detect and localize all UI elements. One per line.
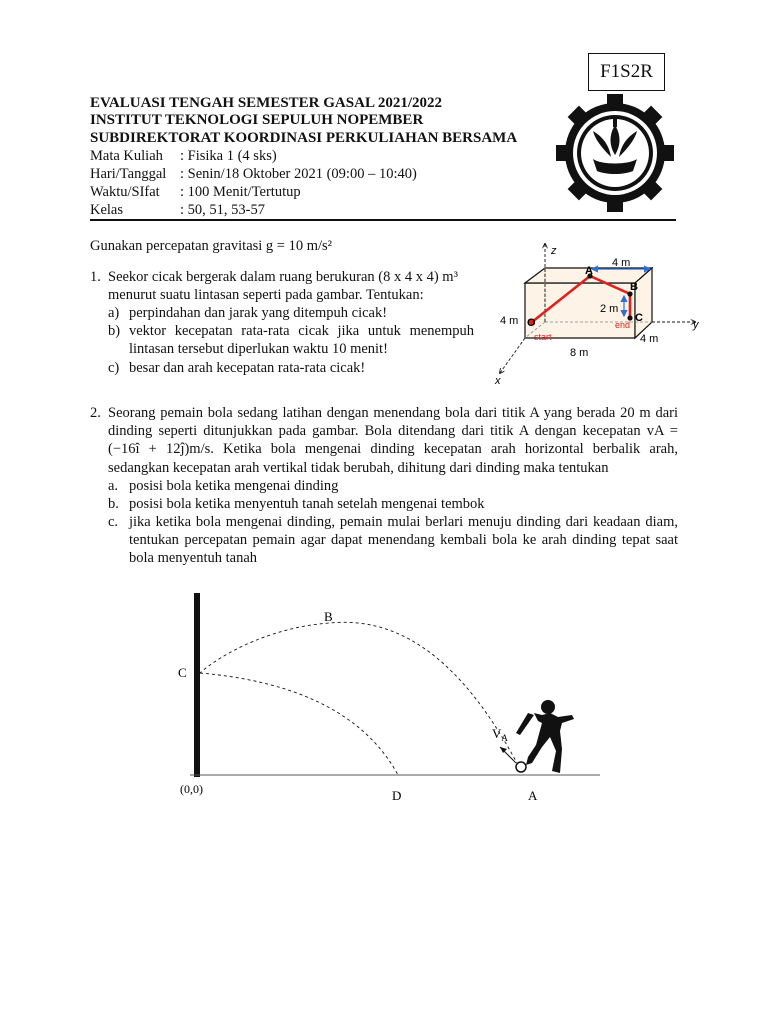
dim-left: 4 m (500, 315, 519, 327)
figure-box-path (490, 238, 710, 388)
q2-line: Seorang pemain bola sedang latihan dengan menendang bola dari titik A yang berada 20 m dari (108, 405, 678, 421)
label-d: D (392, 788, 402, 803)
dim-right: 4 m (640, 333, 659, 345)
label-velocity: $V_A$ (492, 726, 508, 743)
dim-top: 4 m (612, 257, 631, 269)
info-course: Mata Kuliah : Fisika 1 (4 sks) (90, 148, 277, 164)
q2-line: sedangkan kecepatan arah vertikal tidak berubah, dihitung dari dinding maka tentukan (108, 459, 609, 476)
question-number: 1. (90, 269, 101, 285)
point-a: A (585, 265, 593, 277)
header-department: SUBDIREKTORAT KOORDINASI PERKULIAHAN BERSAMA (90, 130, 518, 146)
label-a: A (528, 788, 538, 803)
player-silhouette (516, 700, 574, 773)
axis-z-label: z (551, 245, 557, 257)
its-logo (552, 94, 678, 212)
point-b: B (630, 281, 638, 293)
q1-line: Seekor cicak bergerak dalam ruang berukuran (8 x 4 x 4) m³ (108, 269, 458, 285)
info-class: Kelas : 50, 51, 53-57 (90, 202, 265, 218)
q1-line: menurut suatu lintasan seperti pada gambar. Tentukan: (108, 287, 424, 304)
start-label: start (534, 332, 552, 342)
q2-line: dinding seperti ditunjukkan pada gambar. Bola ditendang dari titik A dengan kecepatan vA = (108, 423, 678, 440)
info-duration: Waktu/SIfat : 100 Menit/Tertutup (90, 184, 301, 200)
ball (516, 762, 526, 772)
header-title: EVALUASI TENGAH SEMESTER GASAL 2021/2022 (90, 95, 443, 111)
point-c: C (635, 312, 643, 324)
dim-bottom: 8 m (570, 347, 589, 359)
question-number: 2. (90, 405, 101, 421)
end-label: end (615, 320, 631, 330)
header-institution: INSTITUT TEKNOLOGI SEPULUH NOPEMBER (90, 112, 424, 128)
question-1: 1. Seekor cicak bergerak dalam ruang berukuran (8 x 4 x 4) m³ menurut suatu lintasan seperti pada gambar. Tentukan: a) perpindahan dan jarak yang ditempuh cicak! b) vektor kecepatan rata-rata cicak jika untuk menempuh lintasan tersebut diperlukan waktu 10 menit! c) besar dan arah kecepatan rata-rata cicak! (90, 268, 480, 388)
figure-football-trajectory (170, 585, 610, 820)
info-date: Hari/Tanggal : Senin/18 Oktober 2021 (09:00 – 10:40) (90, 166, 417, 182)
point-o: O (527, 317, 536, 329)
label-b: B (324, 609, 333, 624)
axis-x-label: x (495, 375, 501, 387)
question-2: 2. Seorang pemain bola sedang latihan dengan menendang bola dari titik A yang berada 20 m dari dinding seperti ditunjukkan pada gambar. Bola ditendang dari titik A dengan kecepatan vA = (−16î + 12ĵ)m/s. Ketika bola mengenai dinding kecepatan arah horizontal berbalik arah, sedangkan kecepatan arah vertikal tidak berubah, dihitung dari dinding maka tentukan a. posisi bola ketika mengenai dinding b. posisi bola ketika menyentuh tanah setelah mengenai tembok c. jika ketika bola mengenai dinding, pemain mulai berlari menuju dinding dari keadaan diam, tentukan percepatan pemain agar dapat menendang kembali bola ke arah dinding tepat saat bola menyentuh tanah (90, 405, 678, 567)
label-origin: (0,0) (180, 782, 203, 796)
q2-line: (−16î + 12ĵ)m/s. Ketika bola mengenai dinding kecepatan arah horizontal berbalik arah, (108, 441, 678, 458)
gravity-instruction: Gunakan percepatan gravitasi g = 10 m/s² (90, 238, 333, 254)
label-c: C (178, 665, 187, 680)
header-divider (90, 219, 676, 221)
dim-mid: 2 m (600, 303, 619, 315)
axis-y-label: y (693, 319, 699, 331)
exam-code: F1S2R (588, 53, 665, 91)
